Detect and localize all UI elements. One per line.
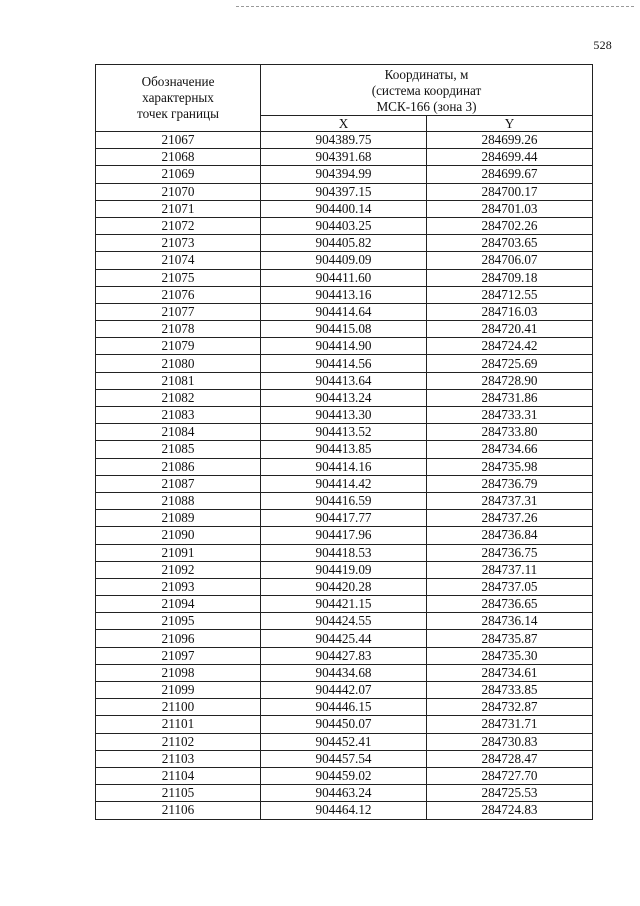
x-coordinate-cell: 904457.54	[261, 750, 427, 767]
point-id-cell: 21095	[96, 613, 261, 630]
x-coordinate-cell: 904425.44	[261, 630, 427, 647]
point-id-cell: 21072	[96, 217, 261, 234]
y-coordinate-cell: 284725.53	[427, 785, 593, 802]
y-coordinate-cell: 284731.86	[427, 389, 593, 406]
x-coordinate-cell: 904450.07	[261, 716, 427, 733]
x-coordinate-cell: 904442.07	[261, 682, 427, 699]
table-row	[96, 458, 593, 475]
x-coordinate-cell: 904413.16	[261, 286, 427, 303]
point-id-cell: 21069	[96, 166, 261, 183]
y-coordinate-cell: 284700.17	[427, 183, 593, 200]
point-id-cell: 21071	[96, 200, 261, 217]
point-id-cell: 21100	[96, 699, 261, 716]
table-header	[96, 65, 593, 132]
y-coordinate-cell: 284725.69	[427, 355, 593, 372]
point-id-cell: 21089	[96, 510, 261, 527]
table-row	[96, 664, 593, 681]
x-coordinate-cell: 904416.59	[261, 492, 427, 509]
y-coordinate-cell: 284699.44	[427, 149, 593, 166]
table-row	[96, 286, 593, 303]
table-row	[96, 166, 593, 183]
x-coordinate-cell: 904413.24	[261, 389, 427, 406]
x-coordinate-cell: 904459.02	[261, 767, 427, 784]
table-row	[96, 613, 593, 630]
y-coordinate-cell: 284727.70	[427, 767, 593, 784]
table-row	[96, 630, 593, 647]
x-coordinate-cell: 904414.56	[261, 355, 427, 372]
x-coordinate-cell: 904452.41	[261, 733, 427, 750]
table-row	[96, 475, 593, 492]
x-column-header: X	[261, 116, 427, 132]
point-id-cell: 21105	[96, 785, 261, 802]
x-coordinate-cell: 904424.55	[261, 613, 427, 630]
y-coordinate-cell: 284720.41	[427, 321, 593, 338]
x-coordinate-cell: 904417.96	[261, 527, 427, 544]
table-row	[96, 527, 593, 544]
y-coordinate-cell: 284699.67	[427, 166, 593, 183]
point-id-cell: 21084	[96, 424, 261, 441]
table-row	[96, 389, 593, 406]
x-coordinate-cell: 904414.64	[261, 303, 427, 320]
y-coordinate-cell: 284706.07	[427, 252, 593, 269]
x-coordinate-cell: 904464.12	[261, 802, 427, 819]
point-id-cell: 21078	[96, 321, 261, 338]
x-coordinate-cell: 904414.16	[261, 458, 427, 475]
y-coordinate-cell: 284724.83	[427, 802, 593, 819]
y-coordinate-cell: 284734.66	[427, 441, 593, 458]
table-row	[96, 303, 593, 320]
x-coordinate-cell: 904413.85	[261, 441, 427, 458]
top-edge-line	[236, 6, 634, 7]
table-row	[96, 424, 593, 441]
table-row	[96, 767, 593, 784]
point-header-line: характерных	[142, 90, 214, 105]
y-coordinate-cell: 284736.14	[427, 613, 593, 630]
point-id-cell: 21076	[96, 286, 261, 303]
table-row	[96, 235, 593, 252]
y-coordinate-cell: 284737.31	[427, 492, 593, 509]
point-id-cell: 21068	[96, 149, 261, 166]
point-id-cell: 21070	[96, 183, 261, 200]
y-coordinate-cell: 284728.90	[427, 372, 593, 389]
table-row	[96, 578, 593, 595]
point-id-cell: 21075	[96, 269, 261, 286]
point-id-cell: 21083	[96, 407, 261, 424]
point-id-cell: 21080	[96, 355, 261, 372]
y-coordinate-cell: 284716.03	[427, 303, 593, 320]
point-id-cell: 21086	[96, 458, 261, 475]
x-coordinate-cell: 904434.68	[261, 664, 427, 681]
table-row	[96, 183, 593, 200]
x-coordinate-cell: 904403.25	[261, 217, 427, 234]
y-coordinate-cell: 284733.80	[427, 424, 593, 441]
x-coordinate-cell: 904414.42	[261, 475, 427, 492]
point-header-line: точек границы	[137, 106, 219, 121]
table-row	[96, 372, 593, 389]
point-id-cell: 21102	[96, 733, 261, 750]
point-id-cell: 21094	[96, 596, 261, 613]
table-row	[96, 510, 593, 527]
y-coordinate-cell: 284737.11	[427, 561, 593, 578]
y-coordinate-cell: 284701.03	[427, 200, 593, 217]
table-row	[96, 750, 593, 767]
table-row	[96, 647, 593, 664]
point-id-cell: 21096	[96, 630, 261, 647]
point-id-cell: 21103	[96, 750, 261, 767]
point-id-cell: 21101	[96, 716, 261, 733]
y-coordinate-cell: 284731.71	[427, 716, 593, 733]
y-coordinate-cell: 284699.26	[427, 132, 593, 149]
x-coordinate-cell: 904446.15	[261, 699, 427, 716]
point-id-cell: 21088	[96, 492, 261, 509]
table-row	[96, 217, 593, 234]
coordinates-table	[95, 64, 593, 820]
point-id-cell: 21104	[96, 767, 261, 784]
y-coordinate-cell: 284735.30	[427, 647, 593, 664]
table-row	[96, 338, 593, 355]
point-id-cell: 21099	[96, 682, 261, 699]
table-row	[96, 733, 593, 750]
table-row	[96, 407, 593, 424]
x-coordinate-cell: 904463.24	[261, 785, 427, 802]
point-id-cell: 21097	[96, 647, 261, 664]
y-coordinate-cell: 284733.85	[427, 682, 593, 699]
point-id-cell: 21106	[96, 802, 261, 819]
table-row	[96, 785, 593, 802]
point-id-cell: 21074	[96, 252, 261, 269]
table-row	[96, 802, 593, 819]
y-coordinate-cell: 284702.26	[427, 217, 593, 234]
y-coordinate-cell: 284733.31	[427, 407, 593, 424]
x-coordinate-cell: 904413.30	[261, 407, 427, 424]
y-coordinate-cell: 284737.26	[427, 510, 593, 527]
y-coordinate-cell: 284712.55	[427, 286, 593, 303]
x-coordinate-cell: 904391.68	[261, 149, 427, 166]
x-coordinate-cell: 904405.82	[261, 235, 427, 252]
y-coordinate-cell: 284735.98	[427, 458, 593, 475]
y-coordinate-cell: 284736.84	[427, 527, 593, 544]
table-row	[96, 149, 593, 166]
point-id-cell: 21082	[96, 389, 261, 406]
table-row	[96, 269, 593, 286]
x-coordinate-cell: 904389.75	[261, 132, 427, 149]
point-id-cell: 21090	[96, 527, 261, 544]
x-coordinate-cell: 904394.99	[261, 166, 427, 183]
y-coordinate-cell: 284709.18	[427, 269, 593, 286]
x-coordinate-cell: 904421.15	[261, 596, 427, 613]
table-row	[96, 200, 593, 217]
table-row	[96, 699, 593, 716]
y-coordinate-cell: 284735.87	[427, 630, 593, 647]
y-coordinate-cell: 284728.47	[427, 750, 593, 767]
y-coordinate-cell: 284736.79	[427, 475, 593, 492]
x-coordinate-cell: 904409.09	[261, 252, 427, 269]
page-number: 528	[593, 38, 612, 52]
x-coordinate-cell: 904420.28	[261, 578, 427, 595]
table-row	[96, 716, 593, 733]
point-id-cell: 21093	[96, 578, 261, 595]
x-coordinate-cell: 904415.08	[261, 321, 427, 338]
y-coordinate-cell: 284736.65	[427, 596, 593, 613]
y-coordinate-cell: 284732.87	[427, 699, 593, 716]
coord-header-line: Координаты, м	[384, 67, 469, 82]
table-row	[96, 252, 593, 269]
coord-header-line: (система координат	[371, 83, 482, 98]
x-coordinate-cell: 904411.60	[261, 269, 427, 286]
y-coordinate-cell: 284703.65	[427, 235, 593, 252]
point-id-cell: 21079	[96, 338, 261, 355]
y-coordinate-cell: 284730.83	[427, 733, 593, 750]
point-id-cell: 21073	[96, 235, 261, 252]
point-designation-header	[96, 65, 261, 132]
table-body	[96, 132, 593, 820]
point-id-cell: 21087	[96, 475, 261, 492]
x-coordinate-cell: 904397.15	[261, 183, 427, 200]
point-id-cell: 21091	[96, 544, 261, 561]
table-row	[96, 132, 593, 149]
coordinates-header	[261, 65, 593, 116]
table-row	[96, 355, 593, 372]
y-coordinate-cell: 284736.75	[427, 544, 593, 561]
x-coordinate-cell: 904417.77	[261, 510, 427, 527]
coord-header-line: МСК-166 (зона 3)	[376, 99, 477, 114]
point-id-cell: 21085	[96, 441, 261, 458]
x-coordinate-cell: 904427.83	[261, 647, 427, 664]
header-row-top	[96, 65, 593, 116]
x-coordinate-cell: 904413.52	[261, 424, 427, 441]
y-coordinate-cell: 284737.05	[427, 578, 593, 595]
y-coordinate-cell: 284724.42	[427, 338, 593, 355]
point-id-cell: 21081	[96, 372, 261, 389]
table-row	[96, 544, 593, 561]
point-id-cell: 21098	[96, 664, 261, 681]
point-id-cell: 21077	[96, 303, 261, 320]
x-coordinate-cell: 904413.64	[261, 372, 427, 389]
table-row	[96, 561, 593, 578]
x-coordinate-cell: 904418.53	[261, 544, 427, 561]
x-coordinate-cell: 904419.09	[261, 561, 427, 578]
y-column-header: Y	[427, 116, 593, 132]
point-id-cell: 21067	[96, 132, 261, 149]
x-coordinate-cell: 904400.14	[261, 200, 427, 217]
table-row	[96, 682, 593, 699]
point-id-cell: 21092	[96, 561, 261, 578]
table-row	[96, 492, 593, 509]
y-coordinate-cell: 284734.61	[427, 664, 593, 681]
table-row	[96, 321, 593, 338]
table-row	[96, 596, 593, 613]
x-coordinate-cell: 904414.90	[261, 338, 427, 355]
point-header-line: Обозначение	[141, 74, 215, 89]
table-row	[96, 441, 593, 458]
